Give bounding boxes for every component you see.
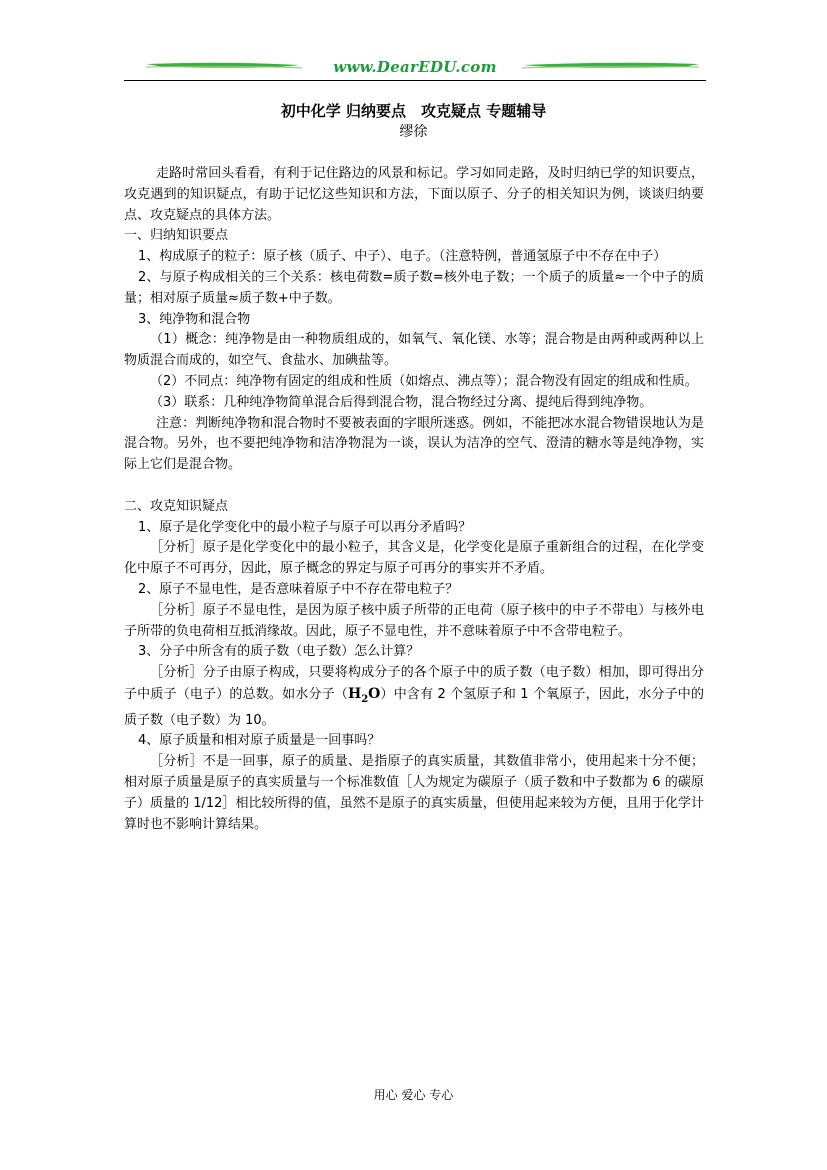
analysis-paragraph: ［分析］不是一回事，原子的质量、是指原子的真实质量，其数值非常小，使用起来十分不便；相对原子质量是原子的真实质量与一个标准数值［人为规定为碳原子（质子数和中子数都为 6 的碳原子）质量的 1/12］相比较所得的值，虽然不是原子的真实质量，但使用起来较为方便，且用于化学计算时也不影响计算结果。 <box>124 754 704 832</box>
section-heading: 一、归纳知识要点 <box>124 228 229 244</box>
spacer <box>124 476 704 497</box>
header-divider <box>124 80 706 81</box>
note-paragraph: 注意：判断纯净物和混合物时不要被表面的字眼所迷惑。例如，不能把冰水混合物错误地认为是混合物。另外，也不要把纯净物和洁净物混为一谈，误认为洁净的空气、澄清的糖水等是纯净物，实际上它们是混合物。 <box>124 415 704 473</box>
point-paragraph: 1、构成原子的粒子：原子核（质子、中子）、电子。（注意特例，普通氢原子中不存在中子） <box>138 249 667 265</box>
point-paragraph: 2、与原子构成相关的三个关系：核电荷数=质子数=核外电子数；一个质子的质量≈一个中子的质量；相对原子质量≈质子数+中子数。 <box>124 269 704 306</box>
analysis-paragraph <box>124 663 704 731</box>
analysis-paragraph: ［分析］原子不显电性，是因为原子核中质子所带的正电荷（原子核中的中子不带电）与核外电子所带的负电荷相互抵消缘故。因此，原子不显电性，并不意味着原子中不含带电粒子。 <box>124 602 704 639</box>
question-paragraph: 4、原子质量和相对原子质量是一回事吗？ <box>138 733 381 749</box>
page-footer: 用心 爱心 专心 <box>373 1088 454 1102</box>
sub-point-paragraph: （1）概念：纯净物是由一种物质组成的，如氧气、氧化镁、水等；混合物是由两种或两种以上物质混合而成的，如空气、食盐水、加碘盐等。 <box>124 332 704 369</box>
question-paragraph: 1、原子是化学变化中的最小粒子与原子可以再分矛盾吗？ <box>138 519 472 535</box>
sub-point-paragraph: （3）联系：几种纯净物简单混合后得到混合物，混合物经过分离、提纯后得到纯净物。 <box>150 394 653 410</box>
site-logo-text[interactable]: www.DearEDU.com <box>333 58 497 76</box>
article-body <box>124 164 704 835</box>
question-paragraph: 2、原子不显电性，是否意味着原子中不存在带电粒子？ <box>138 581 459 597</box>
article-author: 缪徐 <box>399 124 428 140</box>
sub-point-paragraph: （2）不同点：纯净物有固定的组成和性质（如熔点、沸点等）；混合物没有固定的组成和性质。 <box>150 373 698 389</box>
question-paragraph: 3、分子中所含有的质子数（电子数）怎么计算？ <box>138 644 420 660</box>
point-paragraph: 3、纯净物和混合物 <box>138 311 251 327</box>
site-header <box>124 55 706 81</box>
article-title: 初中化学 归纳要点 攻克疑点 专题辅导 <box>280 102 547 120</box>
analysis-text: ）中含有 2 个氢原子和 1 个氧原子，因此，水分子中的质子数（电子数）为 10。 <box>124 686 704 728</box>
section-heading: 二、攻克知识疑点 <box>124 498 229 514</box>
analysis-text: ［分析］分子由原子构成，只要将构成分子的各个原子中的质子数（电子数）相加，即可得出分子中质子（电子）的总数。如水分子（ <box>124 665 704 702</box>
water-formula: $H_2O$ <box>347 685 381 705</box>
analysis-paragraph: ［分析］原子是化学变化中的最小粒子，其含义是，化学变化是原子重新组合的过程，在化学变化中原子不可再分，因此，原子概念的界定与原子可再分的事实并不矛盾。 <box>124 540 704 577</box>
intro-paragraph: 走路时常回头看看，有利于记住路边的风景和标记。学习如同走路，及时归纳已学的知识要点，攻克遇到的知识疑点，有助于记忆这些知识和方法，下面以原子、分子的相关知识为例，谈谈归纳要点、攻克疑点的具体方法。 <box>124 166 704 223</box>
